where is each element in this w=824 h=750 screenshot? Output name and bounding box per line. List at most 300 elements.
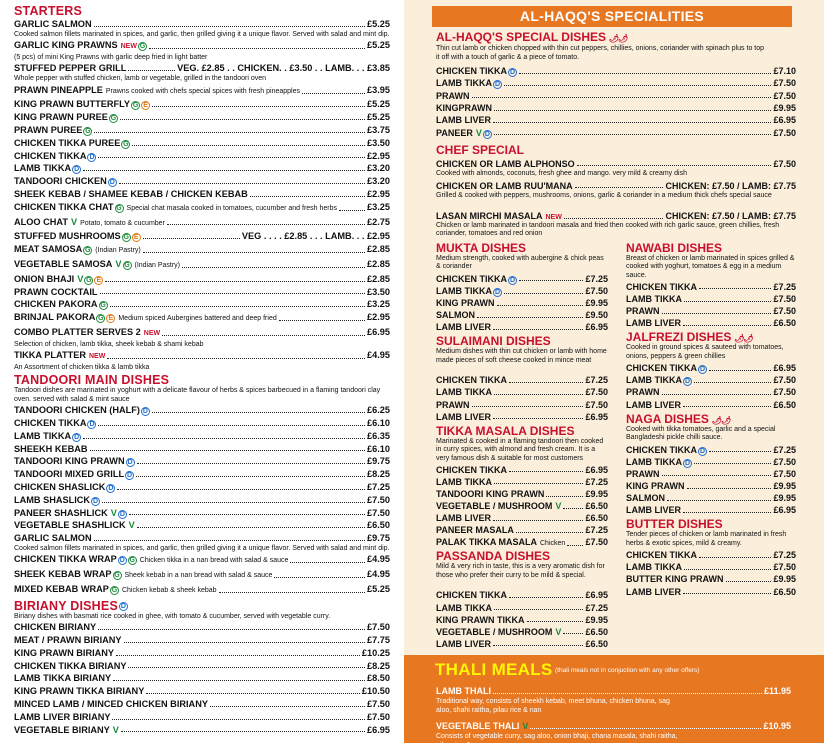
chef-item-name: LASAN MIRCHI MASALA — [436, 210, 543, 221]
leader-dots — [167, 224, 365, 225]
tikka-masala-desc: Marinated & cooked in a flaming tandoori then cooked in curry spices, with almond and fresh cream. It is a very famous dish & suitable for most customers — [436, 437, 604, 462]
allergen-d-icon: D — [74, 166, 80, 174]
tandoori-item — [14, 481, 390, 494]
naga-title: NAGA DISHES 🌶🌶 — [626, 411, 731, 426]
leader-dots — [667, 500, 771, 501]
leader-dots — [509, 471, 583, 472]
tandoori-item-name: TANDOORI KING PRAWN — [14, 456, 125, 467]
leader-dots — [472, 97, 772, 98]
starters-item-note: Prawns cooked with chefs special spices with fresh pineapples — [105, 87, 300, 95]
mukta-item-price: £7.50 — [585, 285, 608, 296]
tandoori-item-price: £6.10 — [367, 417, 390, 428]
butter-item — [626, 561, 796, 573]
thali-note: (thali meals not in conjuction with any other offers) — [555, 667, 700, 674]
leader-dots — [494, 483, 583, 484]
tandoori-item-name: PANEER SHASHLICK — [14, 507, 108, 518]
starters-item — [14, 18, 390, 31]
tikka-masala-item — [436, 524, 608, 536]
starters-item-name: LAMB TIKKA — [14, 163, 72, 174]
mukta-item — [436, 285, 608, 297]
tandoori-item — [14, 519, 390, 532]
starters-item-desc: (5 pcs) of mini King Prawns with garlic deep fried in light batter — [14, 54, 208, 61]
leader-dots — [683, 325, 771, 326]
starters-item-price: £6.95 — [367, 326, 390, 337]
mukta-item-price: £6.95 — [585, 322, 608, 333]
sulaimani-item-price: £7.50 — [585, 387, 608, 398]
biriany-item-price: £7.50 — [367, 711, 390, 722]
starters-item-name: TANDOORI CHICKEN — [14, 176, 107, 187]
mukta-desc: Medium strength, cooked with aubergine & chick peas & coriander — [436, 254, 604, 271]
leader-dots — [694, 382, 771, 383]
allergen-d-icon: D — [89, 153, 95, 161]
starters-item-name: MEAT SAMOSA — [14, 244, 83, 255]
right-column — [404, 0, 824, 749]
chef-special-title: CHEF SPECIAL — [436, 142, 525, 157]
tandoori-item-price: £7.25 — [367, 481, 390, 492]
starters-item — [14, 124, 390, 137]
nawabi-item-price: £7.25 — [773, 281, 796, 292]
starters-item-price: £3.95 — [367, 84, 390, 95]
starters-item-price: £3.25 — [367, 201, 390, 212]
allergen-d-icon: D — [684, 378, 691, 386]
starters-item — [14, 243, 390, 258]
leader-dots — [110, 306, 365, 307]
jalfrezi-item — [626, 386, 796, 398]
allergen-g-icon: G — [98, 315, 104, 323]
tandoori-item-name: GARLIC SALMON — [14, 533, 92, 544]
starters-title: STARTERS — [14, 4, 83, 18]
leader-dots — [563, 633, 583, 634]
starters-item-price: £2.95 — [367, 312, 390, 323]
special-item — [436, 77, 796, 89]
chef-item-desc: Cooked with almonds, coconuts, fresh ghee and mango. very mild & creamy dish — [436, 169, 687, 177]
allergen-d-icon: D — [699, 366, 706, 374]
starters-item-price: £2.75 — [367, 216, 390, 227]
passanda-item — [436, 589, 608, 601]
tandoori-item — [14, 443, 390, 456]
starters-item — [14, 311, 390, 326]
sulaimani-item-name: PRAWN — [436, 399, 470, 410]
chef-item-desc: Grilled & cooked with peppers, mushrooms, onions, garlic & coriander in a medium thick chefs special sauce — [436, 191, 772, 199]
allergen-e-icon: E — [141, 101, 150, 110]
tandoori-item-note: Sheek kebab in a nan bread with salad & sauce — [124, 572, 273, 580]
naga-item — [626, 492, 796, 504]
tandoori-item-name: TANDOORI CHICKEN (HALF) — [14, 405, 140, 416]
allergen-d-icon: D — [494, 288, 501, 296]
starters-item-price: £5.25 — [367, 40, 390, 51]
mukta-item-price: £9.95 — [585, 298, 608, 308]
leader-dots — [662, 394, 772, 395]
allergen-g-icon: G — [139, 43, 146, 51]
thali-item-price: £11.95 — [763, 686, 791, 696]
leader-dots — [516, 532, 584, 533]
passanda-item-price: £9.95 — [585, 614, 608, 625]
starters-item — [14, 84, 390, 99]
biriany-item-name: KING PRAWN BIRIANY — [14, 647, 115, 658]
starters-item-note: (Indian Pastry) — [95, 247, 141, 255]
tikka-masala-item — [436, 476, 608, 488]
tandoori-item-note: Chicken kebab & sheek kebab — [121, 586, 217, 594]
leader-dots — [577, 165, 772, 166]
special-item — [436, 127, 796, 139]
starters-item-name: CHICKEN TIKKA PUREE — [14, 137, 121, 148]
starters-item-price: £2.85 — [367, 244, 390, 255]
leader-dots — [564, 218, 664, 219]
leader-dots — [477, 317, 583, 318]
biriany-item-name: MINCED LAMB / MINCED CHICKEN BIRIANY — [14, 698, 208, 709]
thali-item-desc: Traditional way, consists of sheekh kebab, meet bhuna, chicken bhuna, sag aloo, shahi raitha, pilau rice & nan — [436, 698, 670, 714]
tikka-masala-item-name: VEGETABLE / MUSHROOM — [436, 501, 553, 511]
starters-item-name: CHICKEN TIKKA — [14, 150, 87, 161]
vegetarian-icon: V — [555, 501, 562, 511]
starters-item-price: £3.50 — [367, 286, 390, 297]
starters-item-price: £2.95 — [367, 188, 390, 199]
leader-dots — [684, 569, 771, 570]
chef-item-price: £7.50 — [773, 158, 796, 169]
passanda-item — [436, 626, 608, 638]
leader-dots — [694, 463, 771, 464]
allergen-d-icon: D — [89, 420, 95, 428]
starters-item — [14, 273, 390, 286]
tandoori-item-name: LAMB TIKKA — [14, 430, 72, 441]
sulaimani-item — [436, 411, 608, 423]
sulaimani-item-price: £7.25 — [585, 375, 608, 386]
passanda-item — [436, 614, 608, 626]
tandoori-item — [14, 455, 390, 468]
tandoori-item — [14, 507, 390, 520]
allergen-d-icon: D — [142, 408, 148, 416]
allergen-d-icon: D — [127, 459, 133, 467]
chili-icon: 🌶🌶 — [734, 334, 753, 344]
butter-item-name: CHICKEN TIKKA — [626, 550, 697, 561]
nawabi-desc: Breast of chicken or lamb marinated in spices grilled & cooked with yoghurt, tomatoes & egg in a medium sauce. — [626, 254, 795, 279]
tandoori-item-price: £4.95 — [367, 554, 390, 565]
naga-item — [626, 444, 796, 456]
leader-dots — [152, 412, 365, 413]
biriany-item-price: £6.95 — [367, 724, 390, 735]
allergen-d-icon: D — [699, 447, 706, 455]
leader-dots — [494, 394, 583, 395]
tandoori-item-name: CHICKEN SHASLICK — [14, 481, 106, 492]
vegetarian-icon: V — [112, 724, 119, 735]
leader-dots — [302, 93, 365, 94]
biriany-title: BIRIANY DISHES D — [14, 598, 127, 613]
left-column — [0, 0, 404, 743]
leader-dots — [116, 655, 360, 656]
chef-item-name: CHICKEN OR LAMB RUU'MANA — [436, 180, 573, 191]
tandoori-item-name: VEGETABLE SHASHLICK — [14, 520, 126, 531]
tandoori-item-name: CHICKEN TIKKA WRAP — [14, 554, 117, 565]
tandoori-item-price: £9.75 — [367, 533, 390, 544]
leader-dots — [124, 642, 365, 643]
butter-item-name: LAMB TIKKA — [626, 562, 682, 573]
tandoori-item-price: £9.75 — [367, 456, 390, 467]
mukta-item — [436, 321, 608, 333]
starters-item-name: GARLIC KING PRAWNS — [14, 40, 118, 51]
thali-item-name: VEGETABLE THALI — [436, 721, 520, 731]
tikka-masala-item-name: LAMB LIVER — [436, 513, 491, 524]
jalfrezi-item-price: £6.95 — [773, 363, 796, 374]
leader-dots — [119, 183, 365, 184]
tandoori-item — [14, 568, 390, 583]
starters-item-name: CHICKEN TIKKA CHAT — [14, 201, 114, 212]
jalfrezi-desc: Cooked in ground spices & sauteed with tomatoes, onions, peppers & green chillies — [626, 344, 784, 360]
sulaimani-item-name: CHICKEN TIKKA — [436, 375, 507, 386]
starters-item-price: £3.25 — [367, 299, 390, 310]
allergen-g-icon: G — [124, 261, 130, 269]
tandoori-item-price: £6.50 — [367, 520, 390, 531]
starters-item — [14, 188, 390, 201]
nawabi-item-price: £7.50 — [773, 293, 796, 304]
special-item-price: £9.95 — [773, 102, 796, 113]
tikka-masala-item-price: £7.25 — [585, 525, 608, 536]
tandoori-item — [14, 404, 390, 417]
nawabi-item — [626, 317, 796, 329]
passanda-item — [436, 638, 608, 650]
sulaimani-title: SULAIMANI DISHES — [436, 334, 551, 349]
passanda-item-price: £6.50 — [585, 638, 608, 649]
nawabi-item — [626, 305, 796, 317]
leader-dots — [94, 540, 365, 541]
thali-section — [404, 655, 824, 749]
mukta-title: MUKTA DISHES — [436, 240, 526, 255]
leader-dots — [143, 238, 240, 239]
tandoori-item-note: Chicken tikka in a nan bread with salad & sauce — [139, 557, 289, 565]
leader-dots — [83, 170, 365, 171]
tikka-masala-item-name: CHICKEN TIKKA — [436, 464, 507, 475]
chili-icon: 🌶🌶 — [609, 34, 628, 43]
leader-dots — [98, 629, 365, 630]
leader-dots — [493, 329, 583, 330]
mukta-item-name: KING PRAWN — [436, 298, 495, 308]
starters-item-name: SHEEK KEBAB / SHAMEE KEBAB / CHICKEN KEBAB — [14, 188, 248, 199]
starters-item-price: £5.25 — [367, 19, 390, 29]
allergen-d-icon: D — [509, 276, 516, 284]
sulaimani-item-price: £7.50 — [585, 399, 608, 410]
starters-item — [14, 137, 390, 150]
nawabi-item-price: £7.50 — [773, 306, 796, 316]
starters-item-price: £2.95 — [367, 150, 390, 161]
tandoori-item-name: CHICKEN TIKKA — [14, 417, 87, 428]
starters-item-note: Potato, tomato & cucumber — [80, 219, 165, 227]
allergen-d-icon: D — [119, 510, 125, 518]
allergen-g-icon: G — [132, 102, 139, 110]
biriany-item — [14, 621, 390, 634]
allergen-g-icon: G — [123, 140, 129, 148]
leader-dots — [128, 667, 365, 668]
leader-dots — [683, 593, 771, 594]
starters-item-name: GARLIC SALMON — [14, 19, 92, 29]
passanda-item-name: LAMB LIVER — [436, 638, 491, 649]
tandoori-item-name: MIXED KEBAB WRAP — [14, 583, 109, 594]
leader-dots — [494, 134, 772, 135]
leader-dots — [509, 382, 583, 383]
starters-item — [14, 201, 390, 216]
vegetarian-icon: V — [475, 127, 482, 138]
leader-dots — [527, 621, 584, 622]
leader-dots — [493, 645, 583, 646]
leader-dots — [146, 693, 360, 694]
passanda-item — [436, 602, 608, 614]
naga-item — [626, 468, 796, 480]
starters-item-price: VEG . . . . £2.85 . . . LAMB. . . £2.95 — [241, 231, 390, 242]
allergen-d-icon: D — [684, 459, 691, 467]
allergen-g-icon: G — [110, 115, 117, 123]
mukta-item — [436, 273, 608, 285]
allergen-g-icon: G — [129, 557, 135, 565]
passanda-item-name: KING PRAWN TIKKA — [436, 614, 525, 625]
butter-item — [626, 586, 796, 598]
naga-item-name: KING PRAWN — [626, 480, 685, 491]
leader-dots — [546, 496, 583, 497]
allergen-g-icon: G — [85, 128, 91, 135]
starters-item — [14, 349, 390, 364]
chili-icon: 🌶🌶 — [711, 415, 731, 425]
starters-item-name: PRAWN COCKTAIL — [14, 286, 98, 297]
biriany-item-price: £7.50 — [367, 622, 390, 633]
leader-dots — [530, 728, 761, 729]
starters-item-price: £5.25 — [367, 112, 390, 123]
allergen-d-icon: D — [119, 557, 125, 565]
vegetarian-icon: V — [110, 507, 117, 518]
special-item-price: £7.50 — [773, 127, 796, 138]
special-item-price: £6.95 — [773, 115, 796, 126]
starters-item-note: Medium spiced Aubergines battered and deep fried — [118, 315, 277, 323]
naga-item-name: PRAWN — [626, 468, 660, 479]
allergen-d-icon: D — [120, 602, 127, 610]
allergen-g-icon: G — [111, 586, 118, 594]
starters-item-name: VEGETABLE SAMOSA — [14, 258, 113, 269]
starters-item-price: £3.50 — [367, 137, 390, 148]
tandoori-item-price: £6.10 — [367, 443, 390, 454]
biriany-item-price: £10.25 — [361, 647, 390, 658]
tikka-masala-item-price: £6.50 — [585, 513, 608, 524]
allergen-g-icon: G — [86, 276, 92, 284]
tikka-masala-item — [436, 512, 608, 524]
leader-dots — [210, 706, 365, 707]
special-dishes-desc: Thin cut lamb or chicken chopped with thin cut peppers, chillies, onions, coriander with spinach plus to top it off with a touch of garlic & a piece of tomato. — [436, 45, 765, 61]
starters-item-desc: Selection of chicken, lamb tikka, sheek kebab & shami kebab — [14, 340, 204, 348]
starters-item-price: £2.85 — [367, 258, 390, 269]
butter-desc: Tender pieces of chicken or lamb marinated in fresh herbs & exotic spices, mild & creamy. — [626, 531, 787, 547]
starters-item-name: KING PRAWN PUREE — [14, 112, 108, 123]
tikka-masala-title: TIKKA MASALA DISHES — [436, 423, 575, 438]
naga-item-name: CHICKEN TIKKA — [626, 444, 697, 455]
tandoori-item-price: £4.95 — [367, 569, 390, 580]
leader-dots — [683, 512, 771, 513]
leader-dots — [274, 577, 365, 578]
leader-dots — [117, 489, 365, 490]
tandoori-title: TANDOORI MAIN DISHES — [14, 373, 170, 388]
tandoori-item-price: £6.35 — [367, 430, 390, 441]
tikka-masala-item-name: TANDOORI KING PRAWN — [436, 488, 545, 499]
allergen-d-icon: D — [127, 472, 133, 480]
leader-dots — [129, 514, 365, 515]
starters-item-price: £3.20 — [367, 176, 390, 187]
nawabi-item-name: CHICKEN TIKKA — [626, 281, 697, 292]
allergen-d-icon: D — [108, 484, 114, 492]
starters-item — [14, 98, 390, 111]
leader-dots — [662, 313, 772, 314]
leader-dots — [105, 281, 365, 282]
nawabi-item-name: PRAWN — [626, 306, 660, 316]
leader-dots — [493, 122, 771, 123]
sulaimani-item — [436, 374, 608, 386]
leader-dots — [339, 210, 365, 211]
biriany-item — [14, 711, 390, 724]
leader-dots — [137, 463, 365, 464]
butter-item-price: £7.25 — [773, 550, 796, 561]
starters-item-name: KING PRAWN BUTTERFLY — [14, 99, 131, 110]
mukta-item — [436, 309, 608, 321]
leader-dots — [137, 527, 365, 528]
leader-dots — [279, 320, 365, 321]
naga-item — [626, 480, 796, 492]
thali-item-price: £10.95 — [763, 721, 791, 731]
starters-item-name: COMBO PLATTER SERVES 2 — [14, 326, 141, 337]
starters-item — [14, 216, 390, 231]
jalfrezi-item-name: LAMB LIVER — [626, 399, 681, 410]
leader-dots — [519, 73, 771, 74]
leader-dots — [100, 293, 365, 294]
tandoori-item — [14, 468, 390, 481]
leader-dots — [493, 693, 762, 694]
tikka-masala-item-price: £7.50 — [585, 537, 608, 548]
tandoori-item-name: SHEEKH KEBAB — [14, 443, 88, 454]
tandoori-item-price: £5.25 — [367, 583, 390, 594]
starters-item-name: PRAWN PINEAPPLE — [14, 84, 103, 95]
chef-item-price: CHICKEN: £7.50 / LAMB: £7.75 — [665, 180, 796, 191]
mukta-item — [436, 297, 608, 309]
allergen-d-icon: D — [484, 130, 490, 138]
chef-item — [436, 158, 796, 170]
starters-item — [14, 286, 390, 299]
starters-item — [14, 298, 390, 311]
tandoori-item — [14, 583, 390, 598]
tandoori-item — [14, 430, 390, 443]
mukta-item-price: £9.50 — [585, 310, 608, 321]
naga-item-name: LAMB LIVER — [626, 505, 681, 516]
biriany-item-price: £7.75 — [367, 634, 390, 645]
starters-item — [14, 150, 390, 163]
special-item-name: PRAWN — [436, 90, 470, 101]
jalfrezi-item — [626, 374, 796, 386]
leader-dots — [504, 85, 771, 86]
nawabi-item-price: £6.50 — [773, 318, 796, 329]
leader-dots — [472, 406, 584, 407]
biriany-item-name: KING PRAWN TIKKA BIRIANY — [14, 686, 145, 697]
leader-dots — [662, 475, 772, 476]
naga-item-price: £9.95 — [773, 480, 796, 491]
vegetarian-icon: V — [555, 626, 562, 637]
butter-item-price: £7.50 — [773, 562, 796, 573]
tandoori-item-name: TANDOORI MIXED GRILL — [14, 469, 125, 480]
starters-item-name: CHICKEN PAKORA — [14, 299, 98, 310]
leader-dots — [182, 267, 365, 268]
naga-item-price: £7.25 — [773, 444, 796, 455]
starters-item-name: STUFFED PEPPER GRILL — [14, 63, 127, 74]
starters-item-price: £3.75 — [367, 125, 390, 135]
allergen-d-icon: D — [494, 81, 501, 89]
biriany-item-name: LAMB TIKKA BIRIANY — [14, 673, 112, 684]
tandoori-item — [14, 417, 390, 430]
starters-item-note: Special chat masala cooked in tomatoes, cucumber and fresh herbs — [126, 204, 338, 212]
new-badge: NEW — [143, 329, 161, 337]
jalfrezi-item — [626, 399, 796, 411]
leader-dots — [699, 557, 771, 558]
leader-dots — [83, 438, 365, 439]
tikka-masala-item — [436, 464, 608, 476]
